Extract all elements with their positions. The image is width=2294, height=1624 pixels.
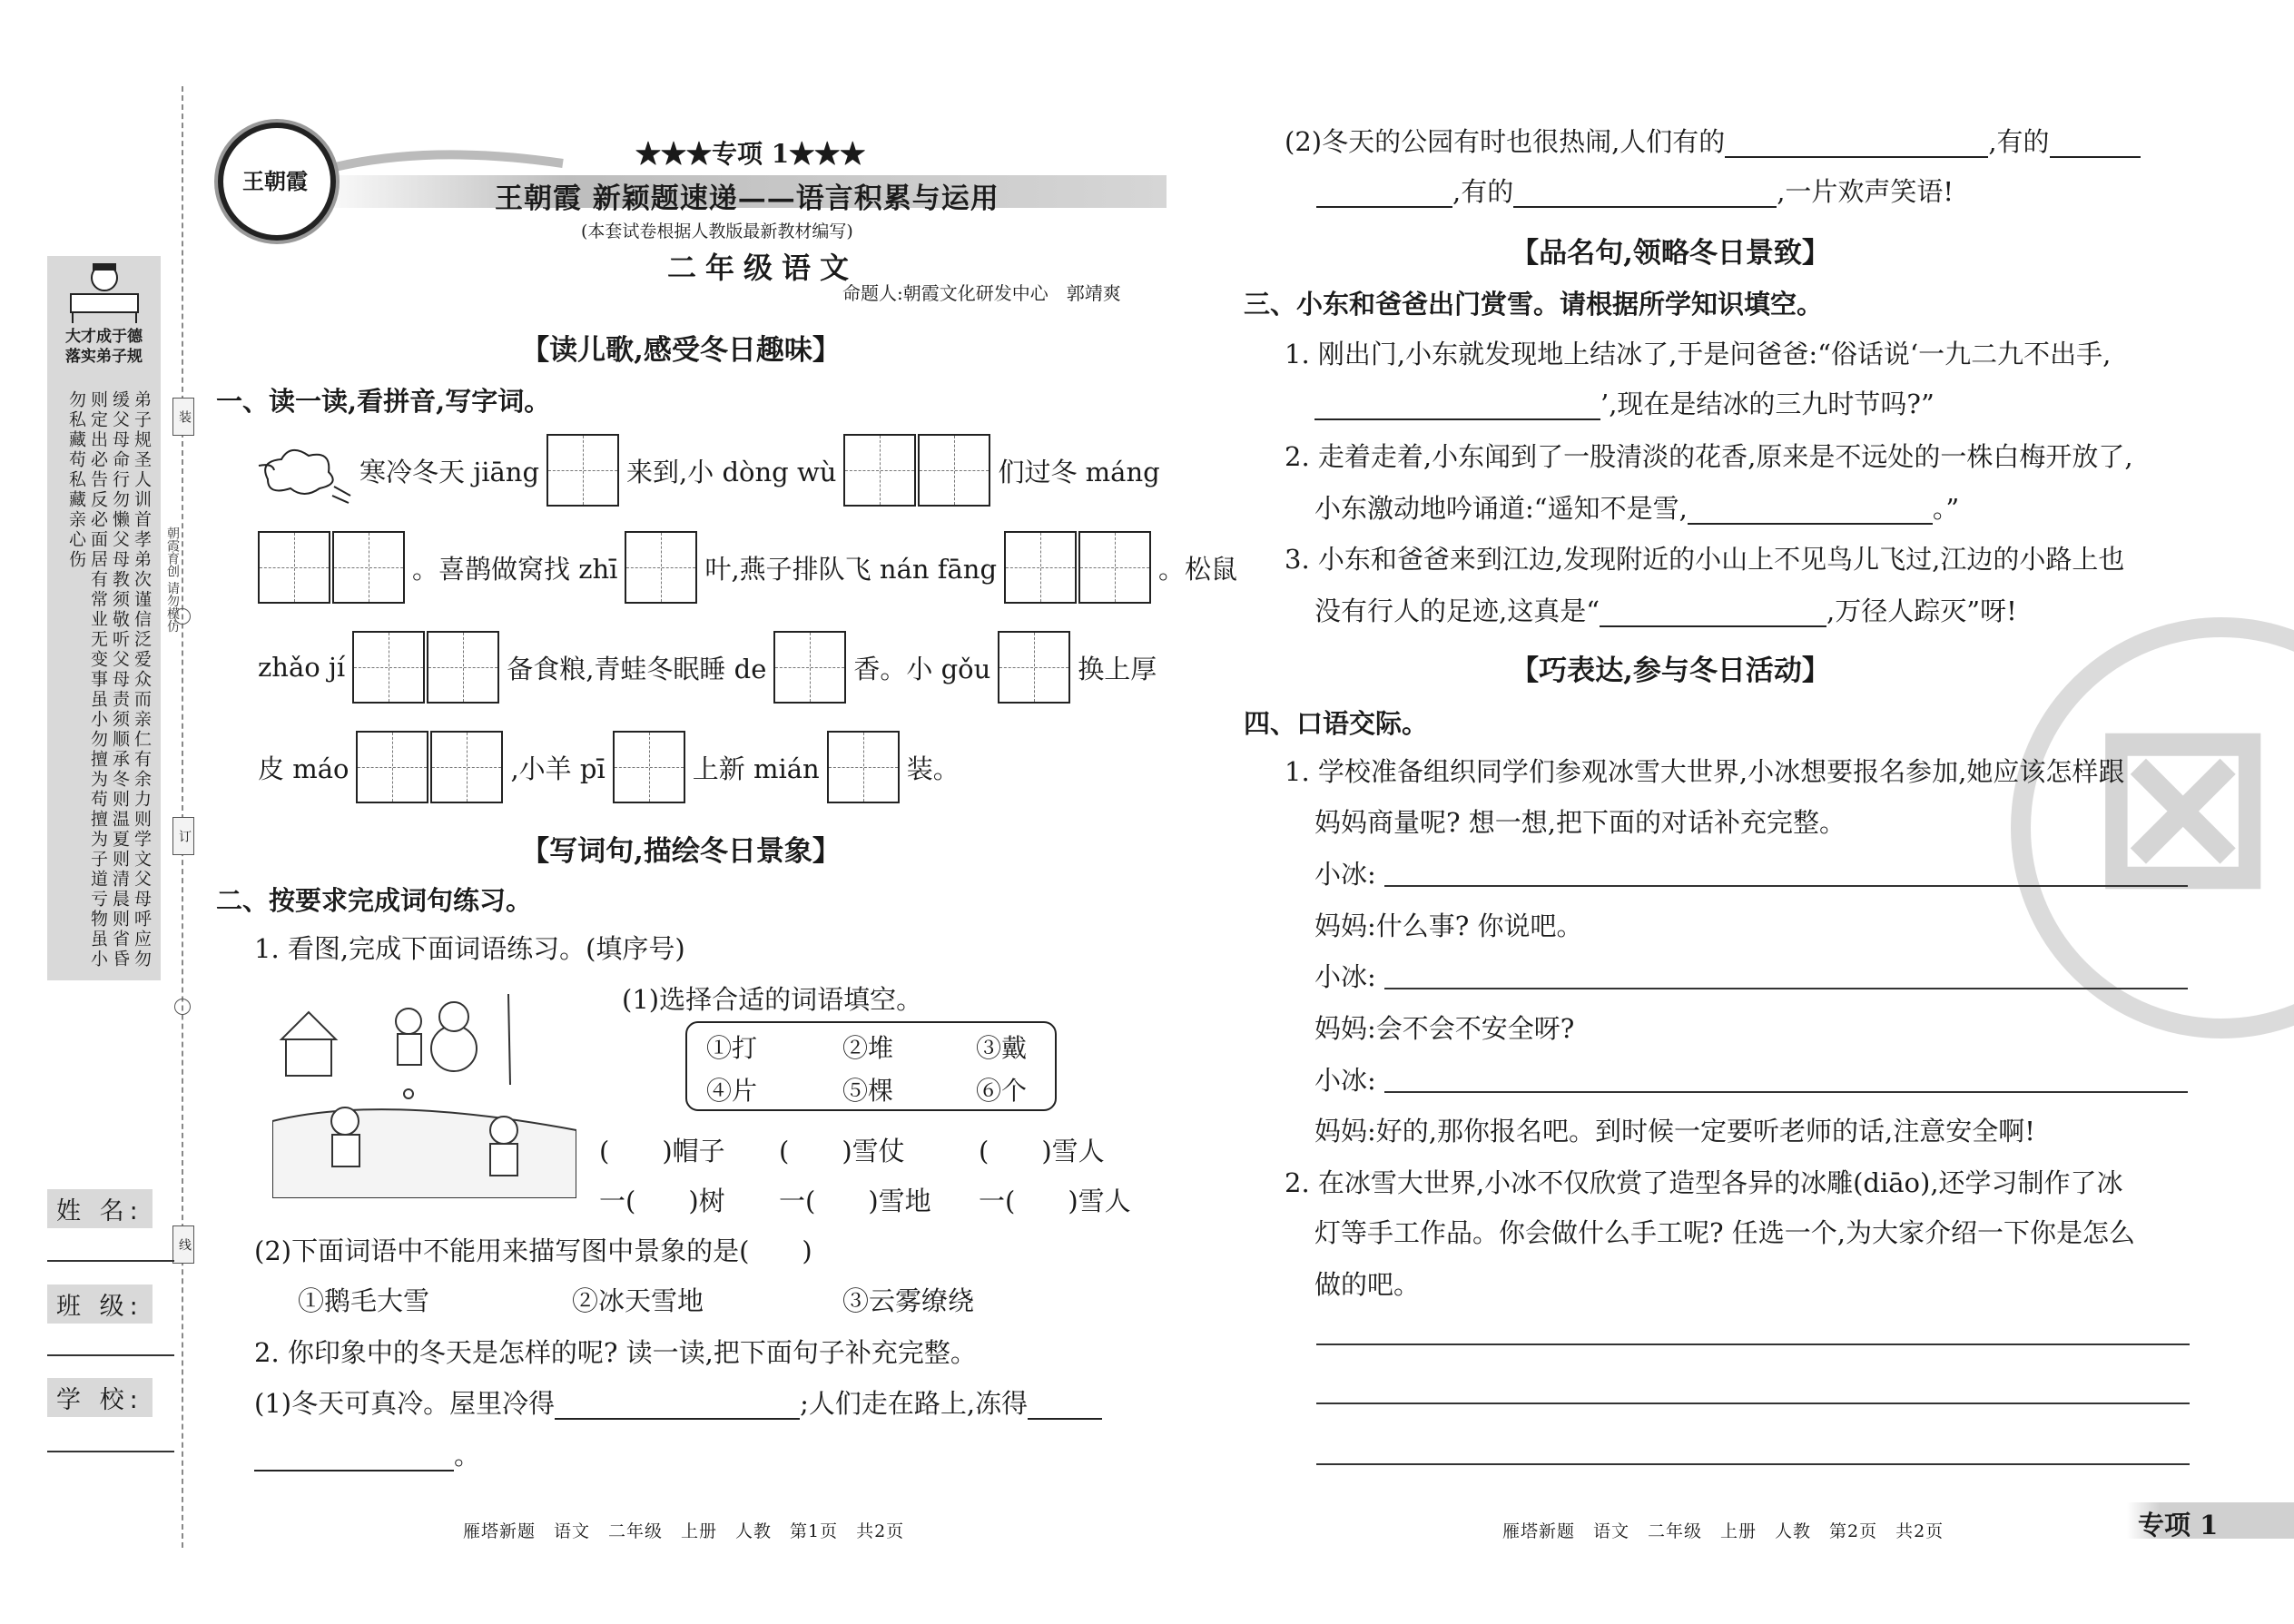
answer-writing-line[interactable] (1316, 1343, 2190, 1345)
pinyin-row-3 (254, 631, 1160, 704)
char-box[interactable] (430, 731, 503, 803)
pinyin-text: 。松鼠 (1158, 553, 1238, 585)
question-3-2: 2. 走着走着,小东闻到了一股清淡的花香,原来是不远处的一株白梅开放了, (1285, 441, 2133, 472)
question-3: 三、小东和爸爸出门赏雪。请根据所学知识填空。 (1244, 289, 1824, 320)
option: ⑤棵 (842, 1076, 894, 1106)
char-box[interactable] (613, 731, 685, 803)
pinyin-text: 叶,燕子排队飞 nán fāng (704, 553, 998, 585)
sentence-text: (1)冬天可真冷。屋里冷得 (254, 1388, 556, 1419)
class-field[interactable] (47, 1354, 174, 1356)
dialogue-xiaobing-label: 小冰: (1314, 859, 1376, 890)
scholar-illustration (64, 261, 145, 325)
question-3-1-cont (1314, 388, 1935, 420)
wind-cloud-icon (254, 443, 354, 507)
pinyin-text: 备食粮,青蛙冬眠睡 de (507, 653, 767, 684)
binding-seal: 订 (172, 817, 194, 855)
question-2-1-1: (1)选择合适的词语填空。 (622, 984, 923, 1015)
brand-logo-text: 王朝霞 (242, 168, 308, 194)
page-title: 王朝霞 新颖题速递——语言积累与运用 (495, 182, 999, 215)
dialogue-answer-line[interactable] (1384, 885, 2188, 887)
sidebar-title: 大才成于德 落实弟子规 (65, 328, 143, 366)
question-3-2-cont (1314, 492, 1959, 525)
special-title: ★★★专项 1★★★ (635, 139, 866, 169)
dialogue-xiaobing-label: 小冰: (1314, 1065, 1376, 1096)
grade-subject: 二年级语文 (667, 251, 859, 285)
sentence-text: ,一片欢声笑语! (1777, 176, 1954, 207)
option: ①打 (706, 1033, 758, 1063)
answer-blank[interactable] (555, 1393, 800, 1420)
answer-blank[interactable] (1688, 497, 1933, 525)
footer-right: 雁塔新题 语文 二年级 上册 人教 第2页 共2页 (1502, 1521, 1944, 1541)
sentence-text: ,有的 (1988, 126, 2050, 157)
sentence-text: ’,现在是结冰的三九时节吗?” (1600, 389, 1935, 419)
answer-blank[interactable] (2050, 131, 2141, 158)
subtitle-note: (本套试卷根据人教版最新教材编写) (581, 221, 853, 241)
section-heading: 【读儿歌,感受冬日趣味】 (521, 334, 841, 367)
question-4-1-cont: 妈妈商量呢? 想一想,把下面的对话补充完整。 (1314, 807, 1846, 838)
char-box[interactable] (773, 631, 846, 704)
char-box[interactable] (258, 531, 330, 604)
answer-blank[interactable] (1028, 1393, 1102, 1420)
char-box[interactable] (918, 434, 990, 507)
fill-blank[interactable]: 一( )雪人 (979, 1186, 1131, 1216)
question-2-2-1 (254, 1387, 1102, 1420)
pinyin-text: zhǎo jí (258, 652, 346, 683)
answer-blank[interactable] (1316, 181, 1452, 208)
pinyin-text: 上新 mián (692, 753, 820, 784)
question-3-3-cont (1314, 595, 2017, 627)
question-4-2: 2. 在冰雪大世界,小冰不仅欣赏了造型各异的冰雕(diāo),还学习制作了冰 (1285, 1167, 2123, 1198)
choice: ②冰天雪地 (572, 1285, 704, 1316)
question-1: 一、读一读,看拼音,写字词。 (216, 386, 551, 417)
pinyin-text: 来到,小 dòng wù (626, 456, 837, 487)
pinyin-text: 寒冷冬天 jiāng (359, 456, 540, 487)
question-2-1-2: (2)下面词语中不能用来描写图中景象的是( ) (254, 1235, 812, 1266)
sentence-text: ,万径人踪灭”呀! (1826, 595, 2017, 626)
option: ⑥个 (976, 1076, 1028, 1106)
dialogue-mom: 妈妈:好的,那你报名吧。到时候一定要听老师的话,注意安全啊! (1314, 1116, 2035, 1147)
class-label: 班 级: (47, 1284, 153, 1324)
char-box[interactable] (356, 731, 428, 803)
fill-blank[interactable]: ( )帽子 (599, 1136, 725, 1166)
char-box[interactable] (352, 631, 425, 704)
pinyin-text: ,小羊 pī (510, 753, 605, 784)
question-2-1: 1. 看图,完成下面词语练习。(填序号) (254, 933, 685, 964)
school-label: 学 校: (47, 1378, 153, 1417)
answer-blank[interactable] (1725, 131, 1988, 158)
binding-seal: 装 (172, 398, 194, 436)
section-heading: 【写词句,描绘冬日景象】 (521, 835, 841, 868)
option: ②堆 (842, 1033, 894, 1063)
dialogue-xiaobing-label: 小冰: (1314, 961, 1376, 992)
pinyin-text: 们过冬 máng (998, 456, 1160, 487)
question-2-2-1-cont (254, 1439, 480, 1471)
question-2-2-2 (1285, 125, 2141, 158)
sentence-text: 。” (1932, 493, 1960, 524)
question-2-2: 2. 你印象中的冬天是怎样的呢? 读一读,把下面句子补充完整。 (254, 1337, 977, 1368)
sentence-text: ,有的 (1452, 176, 1514, 207)
pinyin-text: 换上厚 (1078, 653, 1157, 684)
binding-hole-icon (174, 999, 191, 1015)
dialogue-mom: 妈妈:什么事? 你说吧。 (1314, 910, 1583, 941)
fill-blank[interactable]: ( )雪人 (979, 1136, 1105, 1166)
name-label: 姓 名: (47, 1189, 153, 1228)
char-box[interactable] (546, 434, 619, 507)
answer-blank[interactable] (254, 1444, 454, 1471)
choice: ③云雾缭绕 (842, 1285, 975, 1316)
sentence-text: ;人们走在路上,冻得 (800, 1388, 1029, 1419)
answer-writing-line[interactable] (1316, 1463, 2190, 1465)
sentence-text: (2)冬天的公园有时也很热闹,人们有的 (1285, 126, 1726, 157)
footer-left: 雁塔新题 语文 二年级 上册 人教 第1页 共2页 (463, 1521, 905, 1541)
watermark-icon: ⊠ (2088, 672, 2279, 936)
sentence-text: 没有行人的足迹,这真是“ (1314, 595, 1600, 626)
pinyin-text: 装。 (906, 753, 960, 784)
fill-blank[interactable]: 一( )雪地 (779, 1186, 931, 1216)
question-2-2-2-cont (1316, 175, 1954, 208)
option: ④片 (706, 1076, 758, 1106)
char-box[interactable] (332, 531, 405, 604)
char-box[interactable] (625, 531, 697, 604)
answer-writing-line[interactable] (1316, 1403, 2190, 1404)
binding-seal: 线 (172, 1225, 194, 1264)
pinyin-text: 皮 máo (258, 753, 350, 784)
question-3-1: 1. 刚出门,小东就发现地上结冰了,于是问爸爸:“俗话说‘一九二九不出手, (1285, 339, 2112, 369)
binding-hole-icon (174, 608, 191, 625)
char-box[interactable] (827, 731, 900, 803)
char-box[interactable] (1078, 531, 1151, 604)
author-line: 命题人:朝霞文化研发中心 郭靖爽 (842, 282, 1121, 304)
question-2: 二、按要求完成词句练习。 (216, 885, 533, 916)
pinyin-row-2 (254, 531, 1241, 604)
char-box[interactable] (1004, 531, 1077, 604)
question-4-1: 1. 学校准备组织同学们参观冰雪大世界,小冰想要报名参加,她应该怎样跟 (1285, 756, 2125, 787)
fill-blank[interactable]: ( )雪仗 (779, 1136, 905, 1166)
question-3-3: 3. 小东和爸爸来到江边,发现附近的小山上不见鸟儿飞过,江边的小路上也 (1285, 544, 2125, 575)
dialogue-mom: 妈妈:会不会不安全呀? (1314, 1013, 1575, 1044)
section-heading: 【品名句,领略冬日景致】 (1511, 237, 1830, 270)
question-4-2-cont: 做的吧。 (1314, 1269, 1421, 1300)
option: ③戴 (976, 1033, 1028, 1063)
answer-blank[interactable] (1600, 600, 1826, 627)
dialogue-answer-line[interactable] (1384, 988, 2188, 989)
char-box[interactable] (427, 631, 499, 704)
pinyin-text: 。喜鹊做窝找 zhī (412, 553, 618, 585)
dialogue-answer-line[interactable] (1384, 1091, 2188, 1093)
pinyin-row-1 (356, 434, 1164, 507)
char-box[interactable] (998, 631, 1070, 704)
question-4-2-cont: 灯等手工作品。你会做什么手工呢? 任选一个,为大家介绍一下你是怎么 (1314, 1217, 2135, 1248)
pinyin-row-4 (254, 731, 963, 803)
sentence-text: 小东激动地吟诵道:“遥知不是雪, (1314, 493, 1688, 524)
footer-tab-label: 专项 1 (2138, 1510, 2219, 1540)
sidebar-poem: 弟子规圣人训首孝弟次谨信泛爱众而亲仁有余力则学文父母呼应勿缓父母命行勿懒父母教须敬听父母责须顺承冬则温夏则清晨则省昏则定出必告反必面居有常业无变事虽小勿擅为苟擅为子道亏物虽小勿私藏苟私藏亲心伤 (66, 390, 152, 969)
answer-blank[interactable] (1314, 393, 1600, 420)
char-box[interactable] (843, 434, 916, 507)
choice: ①鹅毛大雪 (298, 1285, 430, 1316)
pinyin-text: 香。小 gǒu (853, 653, 991, 684)
name-field[interactable] (47, 1260, 174, 1262)
winter-scene-illustration (272, 985, 576, 1198)
fill-blank[interactable]: 一( )树 (599, 1186, 725, 1216)
side-note: 朝霞育创 请勿模仿 (165, 527, 180, 633)
section-heading: 【巧表达,参与冬日活动】 (1511, 655, 1830, 687)
answer-blank[interactable] (1513, 181, 1777, 208)
school-field[interactable] (47, 1451, 174, 1452)
question-4: 四、口语交际。 (1244, 708, 1429, 739)
sentence-text: 。 (454, 1440, 481, 1471)
